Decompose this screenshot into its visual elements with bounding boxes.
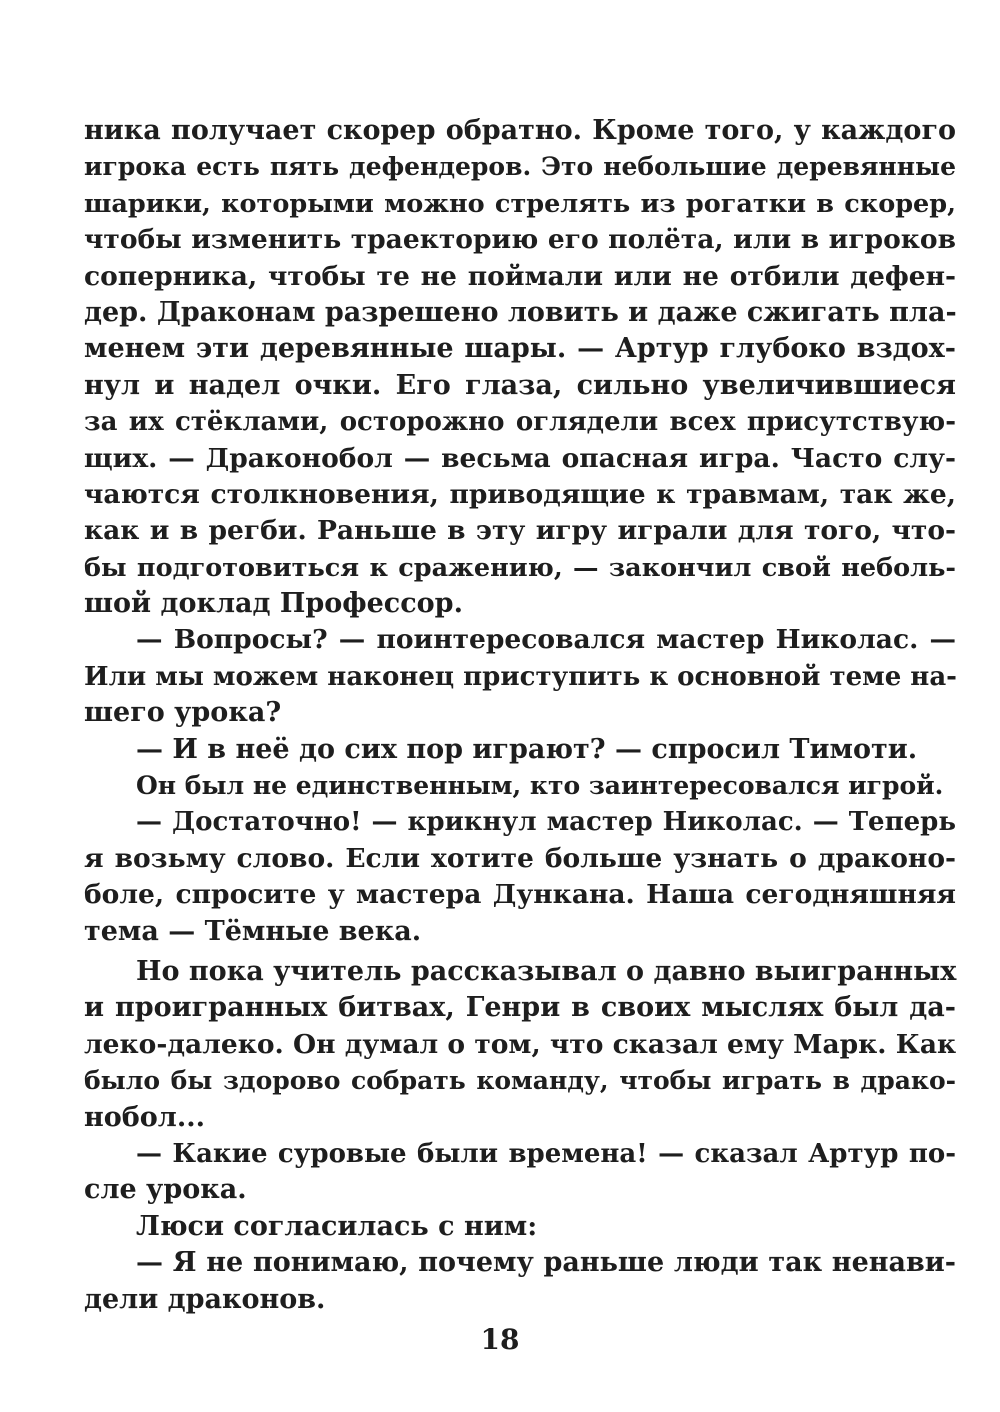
text-line: боле, спросите у мастера Дункана. Наша сегодняшняя [84,879,956,911]
text-line: — Я не понимаю, почему раньше люди так ненави- [136,1247,956,1279]
text-line: сле урока. [84,1174,247,1206]
text-line: тема — Тёмные века. [84,915,422,947]
body-text [84,113,956,1318]
text-line: Люси согласилась с ним: [136,1210,538,1242]
text-line: как и в регби. Раньше в эту игру играли для того, что- [84,515,956,547]
text-line: леко-далеко. Он думал о том, что сказал ему Марк. Как [84,1028,957,1060]
text-line: Но пока учитель рассказывал о давно выигранных [136,955,957,987]
text-line: чаются столкновения, приводящие к травмам, так же, [84,478,956,510]
text-line: нобол... [84,1101,206,1133]
text-line: щих. — Драконобол — весьма опасная игра. Часто слу- [84,442,956,474]
text-line: Или мы можем наконец приступить к основной теме на- [84,661,957,692]
text-line: менем эти деревянные шары. — Артур глубоко вздох- [84,333,956,365]
text-line: — Вопросы? — поинтересовался мастер Николас. — [136,624,956,656]
page-number: 18 [480,1323,520,1356]
text-line: дер. Драконам разрешено ловить и даже сжигать пла- [84,296,957,328]
text-line: — Какие суровые были времена! — сказал Артур по- [136,1138,956,1169]
text-line: ника получает скорер обратно. Кроме того, у каждого [84,115,956,146]
text-line: шарики, которыми можно стрелять из рогатки в скорер, [84,188,956,219]
text-line: чтобы изменить траекторию его полёта, или в игроков [84,224,956,256]
text-line: я возьму слово. Если хотите больше узнать о драконо- [84,842,956,874]
text-line: шой доклад Профессор. [84,588,463,620]
text-line: дели драконов. [84,1283,326,1315]
text-line: — И в неё до сих пор играют? — спросил Тимоти. [136,733,918,765]
text-line: было бы здорово собрать команду, чтобы играть в драко- [84,1066,956,1096]
text-line: Он был не единственным, кто заинтересовался игрой. [136,771,944,801]
text-line: соперника, чтобы те не поймали или не отбили дефен- [84,260,956,292]
text-line: бы подготовиться к сражению, — закончил свой неболь- [84,552,956,583]
text-line: нул и надел очки. Его глаза, сильно увеличившиеся [84,369,956,401]
text-line: и проигранных битвах, Генри в своих мыслях был да- [84,992,956,1024]
text-line: — Достаточно! — крикнул мастер Николас. — Теперь [136,807,956,838]
text-line: игрока есть пять дефендеров. Это небольшие деревянные [84,152,956,182]
text-line: за их стёклами, осторожно оглядели всех присутствую- [84,407,956,438]
text-line: шего урока? [84,697,282,729]
